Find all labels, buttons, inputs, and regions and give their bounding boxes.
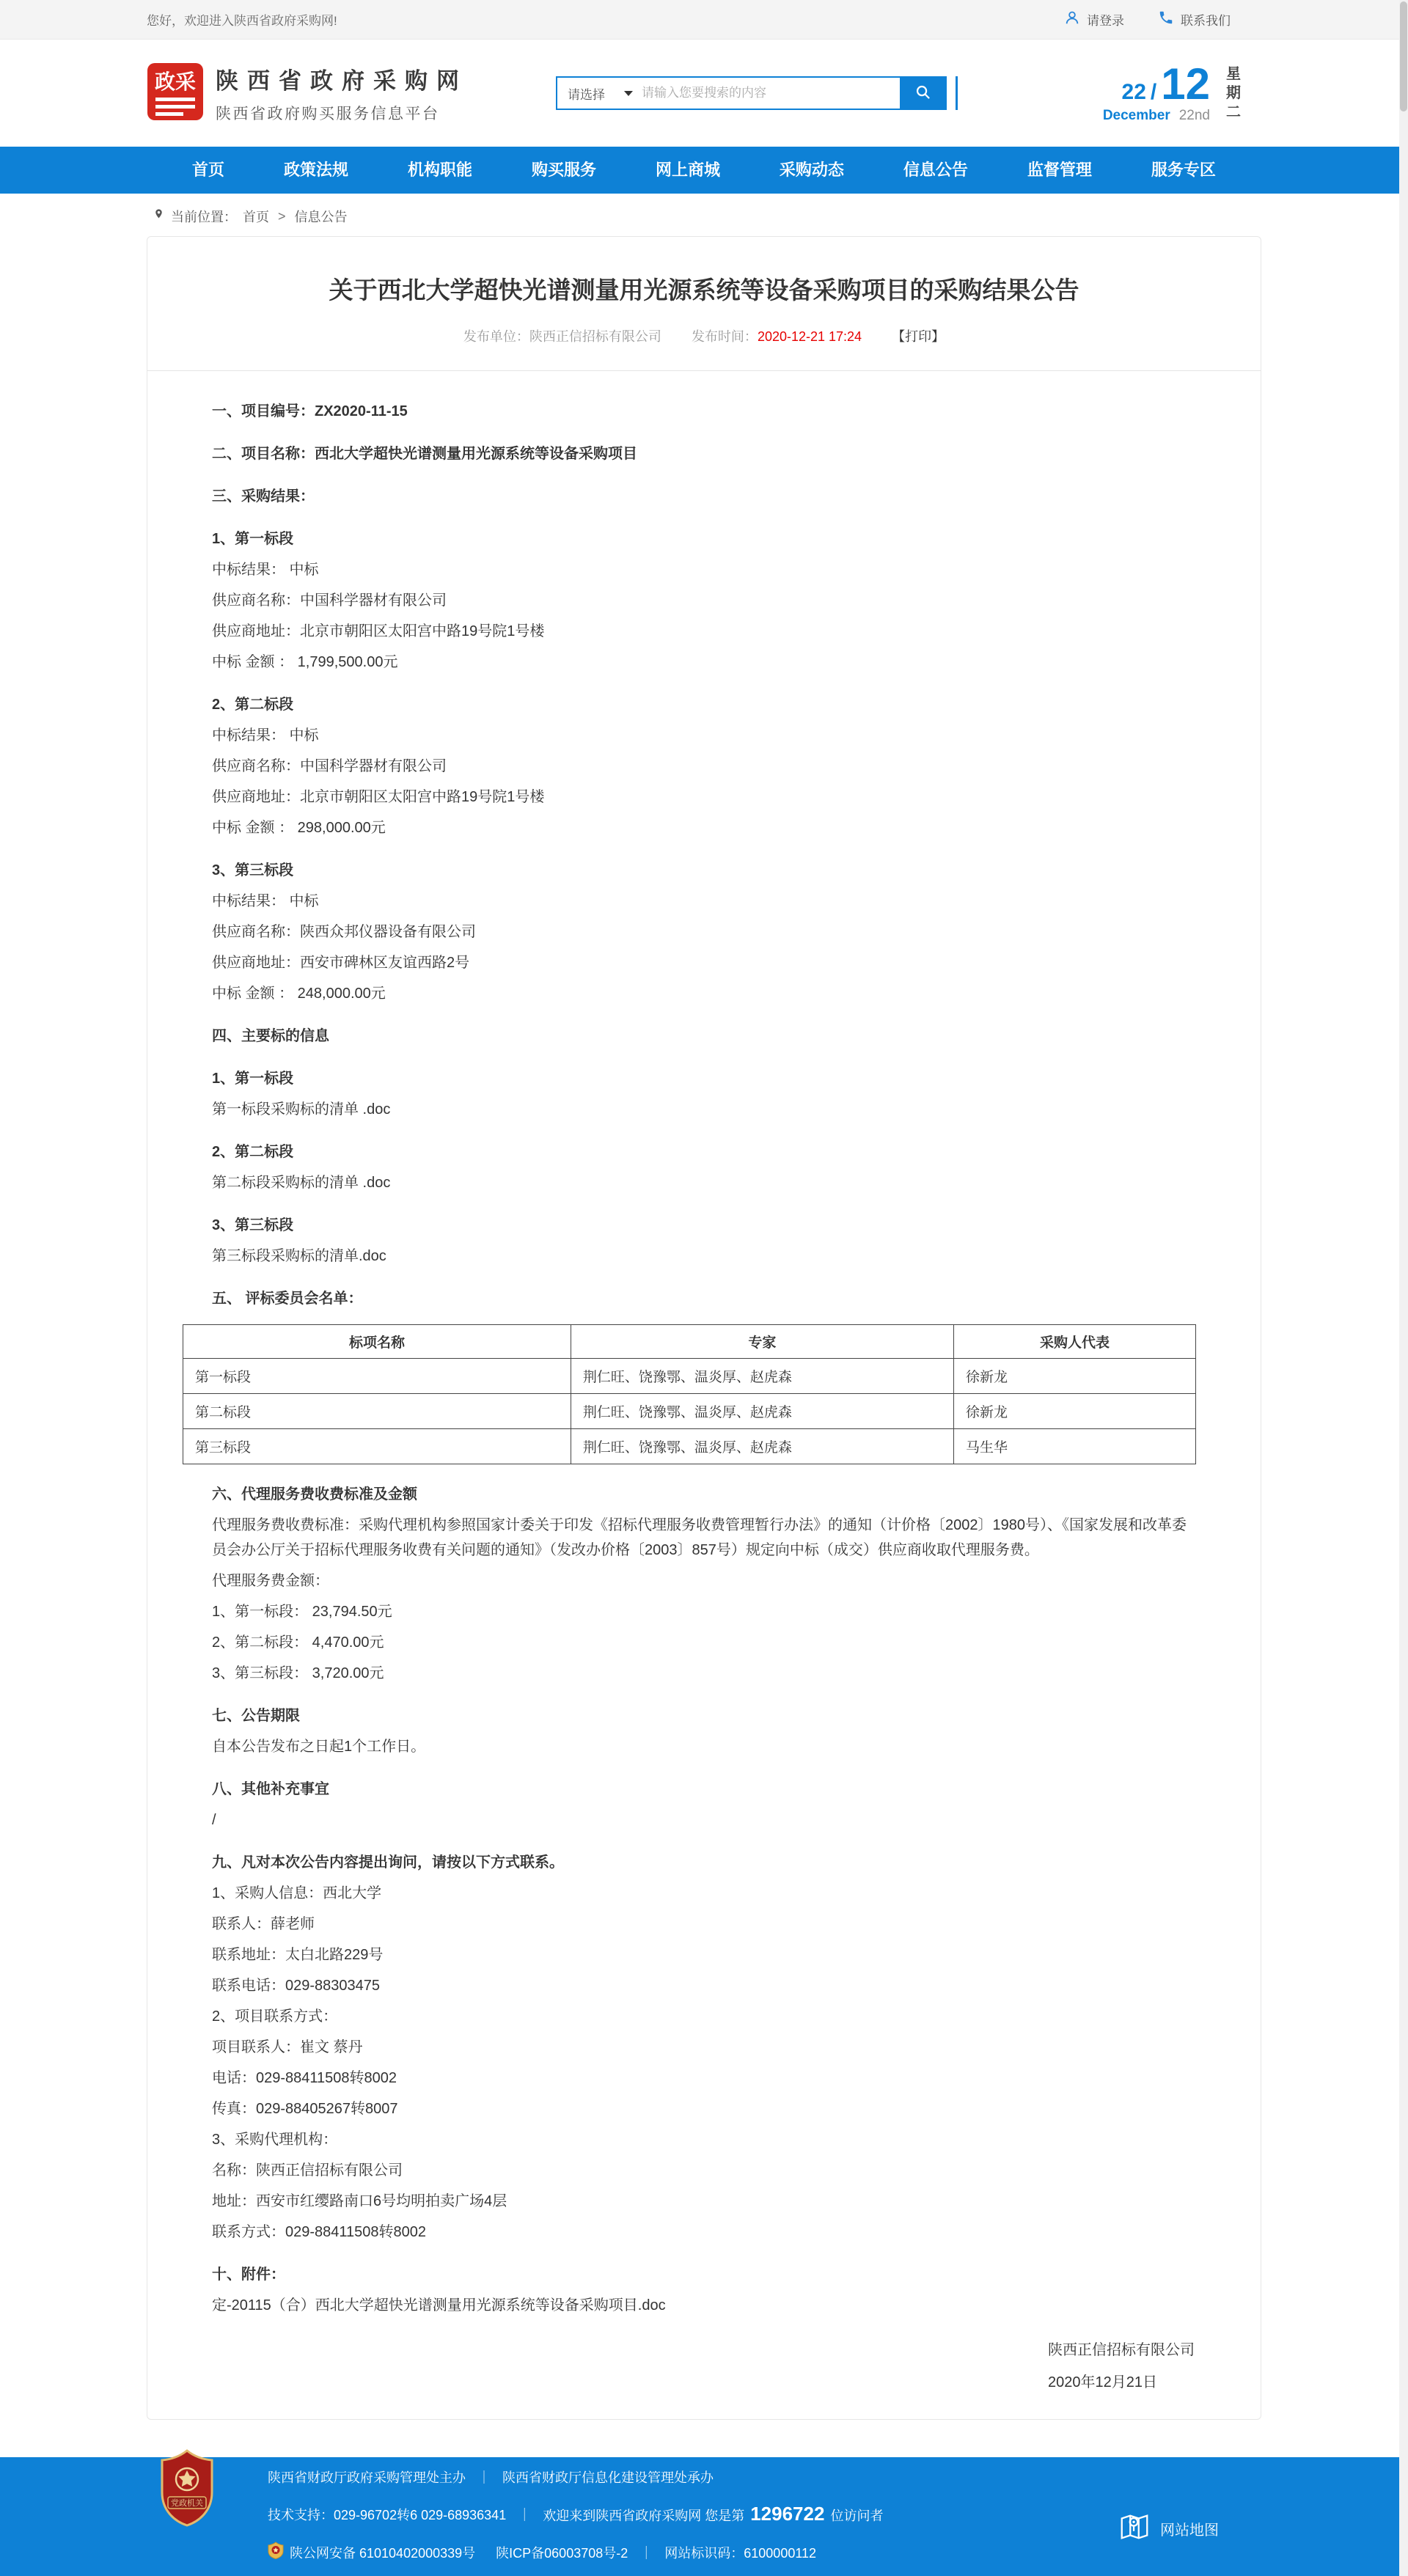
body-line: 2、第二标段 [212,697,294,713]
footer-host-main: 陕西省财政厅政府采购管理处主办 [268,2470,466,2485]
attachment-doc-link[interactable]: 第二标段采购标的清单 .doc [212,1175,391,1191]
column-header: 专家 [571,1325,953,1359]
table-header-row [183,1325,1196,1359]
announcement-card [147,236,1261,2420]
search-category-value: 请选择 [568,87,605,102]
login-link[interactable] [1064,10,1124,29]
site-header [0,40,1408,147]
body-line: 四、主要标的信息 [212,1028,329,1044]
cell-experts: 荆仁旺、饶豫鄂、温炎厚、赵虎森 [571,1359,953,1394]
body-line: 中标 金额 ： 248,000.00元 [212,986,386,1002]
body-line: 供应商名称：中国科学器材有限公司 [212,758,447,774]
nav-item[interactable]: 购买服务 [531,161,596,179]
welcome-text: 您好，欢迎进入陕西省政府采购网! [147,14,337,28]
body-line: 供应商地址：北京市朝阳区太阳宫中路19号院1号楼 [212,623,545,639]
publish-time-value: 2020-12-21 17:24 [757,329,862,344]
footer-tech-support: 技术支持：029-96702转6 029-68936341 [268,2507,507,2522]
body-line: 地址：西安市红缨路南口6号均明拍卖广场4层 [212,2193,507,2209]
chevron-down-icon [624,91,633,96]
contact-label: 联系我们 [1181,14,1231,28]
body-line: 联系电话：029-88303475 [212,1978,381,1994]
table-row [183,1429,1196,1464]
body-line: 供应商地址：西安市碑林区友谊西路2号 [212,955,470,971]
publish-time-label: 发布时间： [691,329,758,344]
footer-welcome-prefix: 欢迎来到陕西省政府采购网 您是第 [543,2509,745,2523]
body-line: 中标 金额 ： 298,000.00元 [212,820,386,836]
police-record-number[interactable]: 陕公网安备 61010402000339号 [290,2546,476,2561]
sitemap-link[interactable] [1118,2510,1219,2547]
breadcrumb [147,207,1261,226]
column-header: 采购人代表 [953,1325,1195,1359]
signature-company: 陕西正信招标有限公司 [1048,2342,1195,2358]
nav-item[interactable]: 采购动态 [779,161,844,179]
footer-welcome-suffix: 位访问者 [830,2509,884,2523]
nav-item[interactable]: 信息公告 [903,161,968,179]
body-line: 3、第三标段： 3,720.00元 [212,1665,384,1681]
svg-text:党政机关: 党政机关 [171,2499,203,2508]
phone-icon [1158,10,1174,29]
committee-table [183,1324,1196,1464]
search-input[interactable] [642,78,900,109]
footer [0,2457,1408,2576]
body-line: 2、项目联系方式： [212,2008,338,2025]
column-header: 标项名称 [183,1325,571,1359]
divider [956,76,958,110]
visitor-count: 1296722 [750,2503,825,2525]
body-line: 三、采购结果： [212,488,315,504]
location-pin-icon [153,208,165,224]
body-line: 电话：029-88411508转8002 [212,2070,397,2086]
gov-emblem-badge [160,2448,214,2531]
body-line: 联系地址：太白北路229号 [212,1947,384,1963]
search-box [556,76,947,110]
cell-purchaser-rep: 徐新龙 [953,1394,1195,1429]
breadcrumb-label: 当前位置： [171,210,237,224]
nav-item[interactable]: 政策法规 [283,161,348,179]
body-line: 1、采购人信息：西北大学 [212,1885,382,1901]
weekday-char: 期 [1226,85,1241,101]
footer-line-legal [268,2542,1261,2565]
body-line: / [212,1812,216,1828]
date-month: 12 [1161,59,1210,109]
body-line: 3、采购代理机构： [212,2132,338,2148]
nav-item[interactable]: 网上商城 [655,161,720,179]
cell-section: 第一标段 [183,1359,571,1394]
body-line: 2、第二标段： 4,470.00元 [212,1634,384,1651]
date-widget [1102,59,1261,124]
date-weekday [1226,65,1241,122]
nav-item[interactable]: 监督管理 [1027,161,1092,179]
body-line: 自本公告发布之日起1个工作日。 [212,1739,426,1755]
date-day: 22 [1121,80,1146,104]
body-line: 2、第二标段 [212,1144,294,1160]
body-line: 九、凡对本次公告内容提出询问，请按以下方式联系。 [212,1854,564,1871]
cell-experts: 荆仁旺、饶豫鄂、温炎厚、赵虎森 [571,1394,953,1429]
main-nav [0,147,1408,194]
weekday-char: 星 [1226,66,1241,82]
body-line: 中标结果： 中标 [212,727,319,744]
date-slash: / [1150,80,1157,104]
signature-date: 2020年12月21日 [1048,2374,1157,2390]
cell-section: 第二标段 [183,1394,571,1429]
site-subtitle: 陕西省政府购买服务信息平台 [216,106,440,122]
breadcrumb-home[interactable]: 首页 [243,210,269,224]
body-blocks-top [212,399,1196,1311]
cell-purchaser-rep: 徐新龙 [953,1359,1195,1394]
footer-separator: ｜ [639,2546,653,2561]
body-line: 中标 金额 ： 1,799,500.00元 [212,654,398,670]
article-meta [147,326,1261,345]
date-ordinal: 22nd [1178,108,1210,123]
body-line: 3、第三标段 [212,1217,294,1233]
cell-experts: 荆仁旺、饶豫鄂、温炎厚、赵虎森 [571,1429,953,1464]
footer-separator: ｜ [477,2470,491,2485]
search-button[interactable] [900,78,945,109]
attachment-doc-link[interactable]: 定-20115（合）西北大学超快光谱测量用光源系统等设备采购项目.doc [212,2297,666,2313]
article-body [147,371,1261,2399]
attachment-doc-link[interactable]: 第一标段采购标的清单 .doc [212,1101,391,1118]
icp-record-number[interactable]: 陕ICP备06003708号-2 [496,2546,628,2561]
body-line: 七、公告期限 [212,1708,300,1724]
body-line: 名称：陕西正信招标有限公司 [212,2162,403,2179]
nav-item[interactable]: 服务专区 [1151,161,1216,179]
site-logo-icon[interactable] [147,62,204,125]
body-line: 3、第三标段 [212,862,294,878]
body-line: 五、 评标委员会名单： [212,1291,363,1307]
publisher-value: 陕西正信招标有限公司 [529,329,661,344]
breadcrumb-separator: > [278,208,286,224]
police-badge-icon [268,2542,284,2565]
body-line: 中标结果： 中标 [212,562,319,578]
sitemap-map-icon [1118,2510,1151,2547]
body-line: 二、项目名称：西北大学超快光谱测量用光源系统等设备采购项目 [212,446,637,462]
cell-purchaser-rep: 马生华 [953,1429,1195,1464]
body-line: 供应商地址：北京市朝阳区太阳宫中路19号院1号楼 [212,789,545,805]
cell-section: 第三标段 [183,1429,571,1464]
login-label: 请登录 [1087,14,1124,28]
body-line: 1、第一标段 [212,1071,294,1087]
body-line: 项目联系人：崔文 蔡丹 [212,2039,363,2055]
contact-link[interactable] [1158,10,1231,29]
sitemap-label: 网站地图 [1160,2522,1219,2539]
body-line: 1、第一标段： 23,794.50元 [212,1604,392,1620]
table-row [183,1394,1196,1429]
body-line: 代理服务费金额： [212,1573,329,1589]
body-line: 供应商名称：陕西众邦仪器设备有限公司 [212,924,476,940]
table-row [183,1359,1196,1394]
date-month-name: December [1102,108,1170,123]
nav-item[interactable]: 首页 [192,161,225,179]
body-line: 传真：029-88405267转8007 [212,2101,398,2117]
body-line: 中标结果： 中标 [212,893,319,909]
topbar [0,0,1408,40]
print-button[interactable]: 【打印】 [892,329,945,344]
publisher-label: 发布单位： [463,329,529,344]
site-identifier-code: 网站标识码：6100000112 [664,2546,817,2561]
body-line: 八、其他补充事宜 [212,1781,329,1797]
footer-line-support [268,2503,1261,2526]
scrollbar[interactable] [1399,0,1408,2576]
body-line: 一、项目编号：ZX2020-11-15 [212,403,408,419]
body-line: 联系人：薛老师 [212,1916,315,1932]
weekday-char: 二 [1226,104,1241,120]
footer-host-secondary: 陕西省财政厅信息化建设管理处承办 [502,2470,714,2485]
nav-item[interactable]: 机构职能 [407,161,472,179]
site-name: 陕西省政府采购网 [216,68,468,94]
body-line: 代理服务费收费标准：采购代理机构参照国家计委关于印发《招标代理服务收费管理暂行办法》的通知（计价格〔2002〕1980号）、《国家发展和改革委员会办公厅关于招标代理服务收费有关问题的通知》（发改办价格〔2003〕857号）规定向中标（成交）供应商收取代理服务费。 [212,1517,1187,1558]
body-line: 十、附件： [212,2267,285,2283]
body-line: 1、第一标段 [212,531,294,547]
footer-line-hosts [268,2467,1261,2488]
page-title: 关于西北大学超快光谱测量用光源系统等设备采购项目的采购结果公告 [329,276,1079,304]
search-category-select[interactable] [557,78,642,109]
search-icon [914,84,931,103]
svg-text:政采: 政采 [154,70,197,93]
body-blocks-bottom [212,1482,1196,2318]
breadcrumb-current: 信息公告 [294,210,348,224]
breadcrumb-row [147,207,1261,226]
body-line: 联系方式：029-88411508转8002 [212,2224,427,2240]
scrollbar-thumb[interactable] [1400,1,1407,111]
user-icon [1064,10,1080,29]
signature-block [1048,2334,1195,2399]
attachment-doc-link[interactable]: 第三标段采购标的清单.doc [212,1248,386,1264]
body-line: 供应商名称：中国科学器材有限公司 [212,592,447,609]
body-line: 六、代理服务费收费标准及金额 [212,1486,417,1502]
footer-separator: ｜ [518,2507,532,2522]
